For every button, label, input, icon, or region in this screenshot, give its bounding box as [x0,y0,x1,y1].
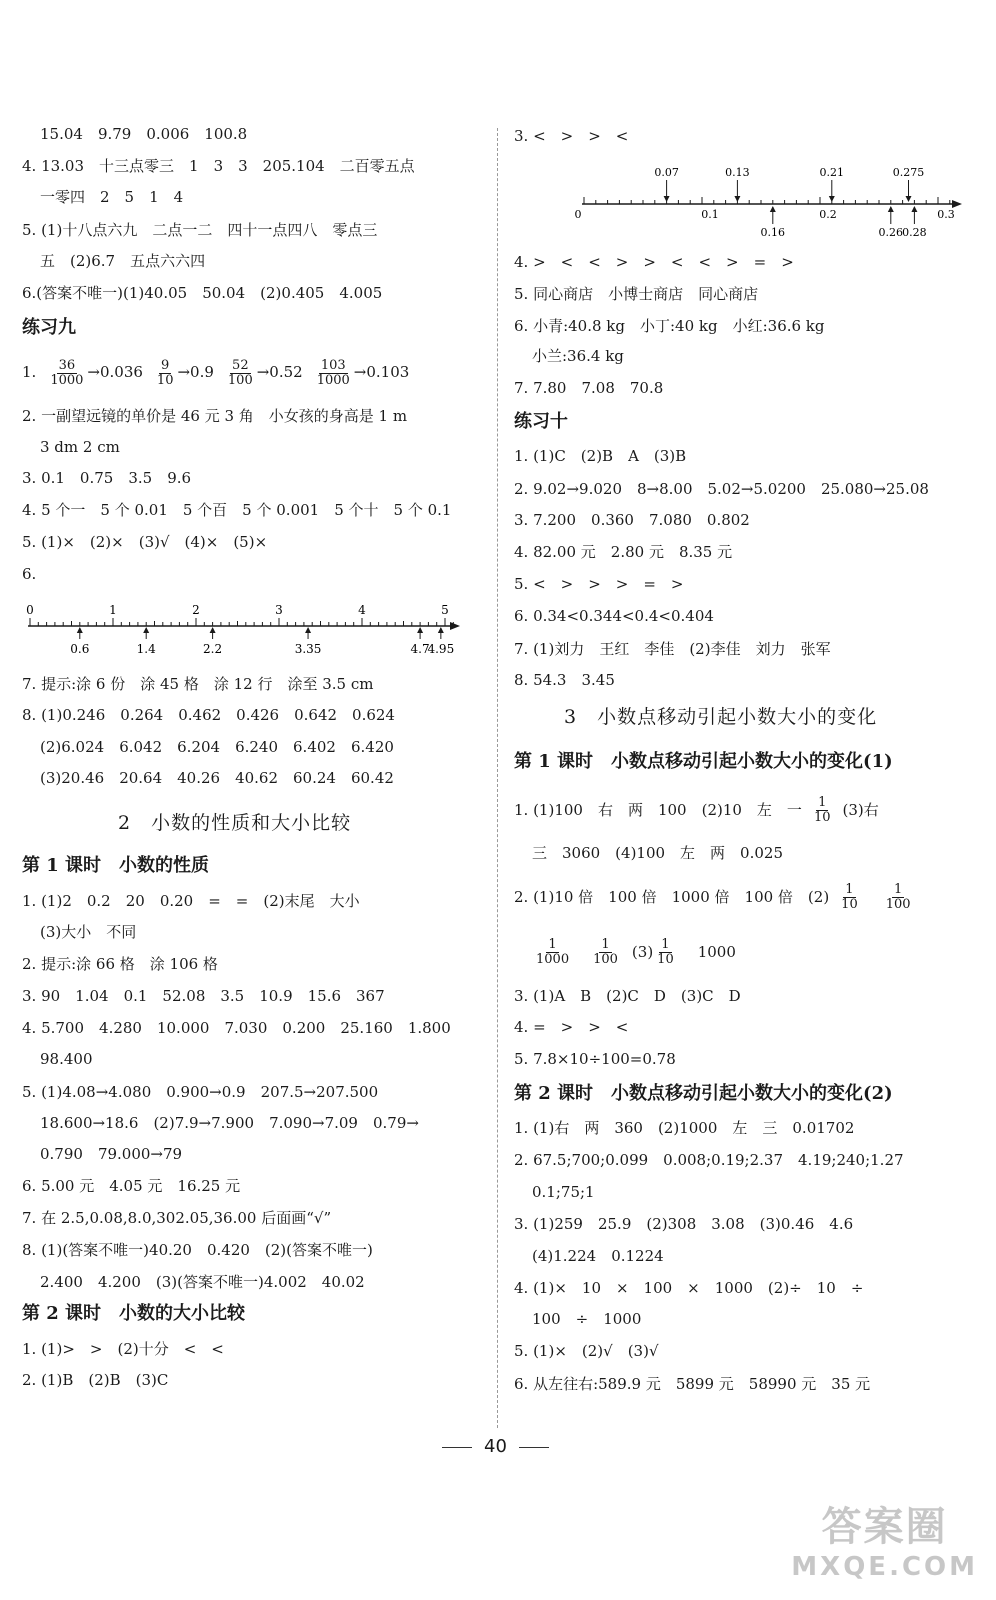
answer-line: 4. = > > < [514,1018,629,1036]
answer-text: 2. (1)10 倍 100 倍 1000 倍 100 倍 (2) [514,888,830,906]
answer-line: 1. (1)2 0.2 20 0.20 = = (2)末尾 大小 [22,892,360,910]
answer-line: 4. (1)× 10 × 100 × 1000 (2)÷ 10 ÷ [514,1279,864,1297]
point-label: 0.07 [654,166,679,179]
answer-line: 4. 13.03 十三点零三 1 3 3 205.104 二百零五点 [22,157,415,175]
answer-line: 8. (1)0.246 0.264 0.462 0.426 0.642 0.624 [22,706,395,724]
lesson-heading: 第 1 课时 小数点移动引起小数大小的变化(1) [514,751,893,772]
answer-line: 100 ÷ 1000 [532,1310,642,1328]
answer-line: (2)6.024 6.042 6.204 6.240 6.402 6.420 [40,738,394,756]
fraction: $\frac{1}{100}$ [885,881,911,912]
fraction: $\frac{1}{10}$ [813,794,831,825]
column-divider [497,128,498,1428]
item-number: 1. [22,363,37,381]
fraction-item: $\frac{36}{1000}$ →0.036 [50,357,143,388]
lesson-heading: 第 1 课时 小数的性质 [22,855,210,876]
lesson-heading: 第 2 课时 小数的大小比较 [22,1303,246,1324]
fraction: $\frac{1}{1000}$ [536,936,570,967]
answer-line: 6. 从左往右:589.9 元 5899 元 58990 元 35 元 [514,1375,871,1393]
number-line-0-to-5 [22,596,472,660]
answer-line: (3)20.46 20.64 40.26 40.62 60.24 60.42 [40,769,394,787]
fraction: $\frac{1}{100}$ [593,936,618,967]
answer-text: 1000 [697,943,736,961]
answer-line: 8. 54.3 3.45 [514,671,615,689]
point-label: 2.2 [203,642,223,656]
tick-label: 2 [192,603,200,617]
answer-line: 2.400 4.200 (3)(答案不唯一)4.002 40.02 [40,1273,365,1291]
fraction-row [22,352,409,392]
fraction-item: $\frac{103}{1000}$ →0.103 [316,357,410,388]
arrow-up-icon [210,627,216,633]
answer-line: 5. 7.8×10÷100=0.78 [514,1050,676,1068]
tick-label: 0.2 [819,208,837,221]
answer-line: 5. 同心商店 小博士商店 同心商店 [514,285,759,303]
answer-line: 2. (1)B (2)B (3)C [22,1371,169,1389]
arrow-down-icon [906,196,912,202]
answer-line: 15.04 9.79 0.006 100.8 [40,125,248,143]
section-heading: 练习十 [514,411,568,432]
chapter-title: 2 小数的性质和大小比较 [118,812,352,834]
answer-line: 4. 5.700 4.280 10.000 7.030 0.200 25.160 1.800 [22,1019,451,1037]
arrow-head-icon [952,200,962,208]
arrow-up-icon [888,206,894,212]
answer-line: 6. 小青:40.8 kg 小丁:40 kg 小红:36.6 kg [514,317,825,335]
answer-line-with-fraction [532,932,736,972]
answer-line: 1. (1)右 两 360 (2)1000 左 三 0.01702 [514,1119,855,1137]
answer-line: 1. (1)> > (2)十分 < < [22,1340,224,1358]
point-label: 0.275 [892,166,925,179]
answer-line: 0.790 79.000→79 [40,1145,183,1163]
tick-label: 3 [275,603,283,617]
answer-line: 7. 提示:涂 6 份 涂 45 格 涂 12 行 涂至 3.5 cm [22,675,374,693]
answer-line: 2. 9.02→9.020 8→8.00 5.02→5.0200 25.080→25.08 [514,480,929,498]
answer-line: 3. (1)A B (2)C D (3)C D [514,987,741,1005]
point-label: 3.35 [294,642,322,656]
arrow-up-icon [911,206,917,212]
arrow-up-icon [77,627,83,633]
answer-line: 3. 90 1.04 0.1 52.08 3.5 10.9 15.6 367 [22,987,385,1005]
answer-line: 小兰:36.4 kg [532,347,624,365]
tick-label: 0.1 [701,208,719,221]
answer-text: 1. (1)100 右 两 100 (2)10 左 一 [514,801,802,819]
point-label: 0.16 [760,226,786,239]
tick-label: 4 [358,603,366,617]
answer-line: 3 dm 2 cm [40,438,120,456]
answer-line: 5. (1)× (2)√ (3)√ [514,1342,659,1360]
watermark-url: MXQE.COM [791,1552,978,1582]
answer-line: 一零四 2 5 1 4 [40,188,184,206]
answer-line: 4. > < < > > < < > = > [514,253,794,271]
answer-line: 6. 5.00 元 4.05 元 16.25 元 [22,1177,241,1195]
arrow-down-icon [734,196,740,202]
answer-line-with-fraction [514,790,879,830]
tick-label: 5 [441,603,449,617]
tick-label: 0 [26,603,34,617]
watermark-logo [791,1495,978,1582]
answer-line: 3. < > > < [514,127,629,145]
answer-line: 0.1;75;1 [532,1183,595,1201]
answer-line: 7. (1)刘力 王红 李佳 (2)李佳 刘力 张军 [514,640,831,658]
fraction: $\frac{1}{10}$ [657,936,674,967]
arrow-up-icon [770,206,776,212]
answer-line: (4)1.224 0.1224 [532,1247,664,1265]
point-label: 0.21 [819,166,845,179]
answer-line: 6.(答案不唯一)(1)40.05 50.04 (2)0.405 4.005 [22,284,383,302]
answer-line: 5. < > > > = > [514,575,684,593]
answer-line: 7. 在 2.5,0.08,8.0,302.05,36.00 后面画“√” [22,1209,332,1227]
answer-line: 3. 7.200 0.360 7.080 0.802 [514,511,750,529]
answer-line: 8. (1)(答案不唯一)40.20 0.420 (2)(答案不唯一) [22,1241,373,1259]
answer-line: 6. [22,565,37,583]
point-label: 0.28 [902,226,927,239]
answer-line: (3)大小 不同 [40,923,137,941]
arrow-head-icon [450,622,460,630]
answer-line: 五 (2)6.7 五点六六四 [40,252,206,270]
arrow-up-icon [438,627,444,633]
answer-line: 5. (1)十八点六九 二点一二 四十一点四八 零点三 [22,221,378,239]
tick-label: 0 [574,208,582,221]
answer-line: 5. (1)× (2)× (3)√ (4)× (5)× [22,533,268,551]
page-number: 40 [430,1436,561,1457]
lesson-heading: 第 2 课时 小数点移动引起小数大小的变化(2) [514,1083,893,1104]
answer-line: 18.600→18.6 (2)7.9→7.900 7.090→7.09 0.79→ [40,1114,419,1132]
number-line-0-to-0.3 [574,162,974,244]
point-label: 0.6 [70,642,90,656]
answer-line: 5. (1)4.08→4.080 0.900→0.9 207.5→207.500 [22,1083,379,1101]
answer-line: 4. 5 个一 5 个 0.01 5 个百 5 个 0.001 5 个十 5 个 0.1 [22,501,452,519]
tick-label: 0.3 [937,208,955,221]
answer-line: 三 3060 (4)100 左 两 0.025 [532,844,783,862]
answer-line: 4. 82.00 元 2.80 元 8.35 元 [514,543,733,561]
arrow-down-icon [664,196,670,202]
answer-line: 7. 7.80 7.08 70.8 [514,379,664,397]
tick-label: 1 [109,603,117,617]
answer-line: 98.400 [40,1050,93,1068]
arrow-down-icon [829,196,835,202]
point-label: 4.7 [410,642,430,656]
answer-line: 3. (1)259 25.9 (2)308 3.08 (3)0.46 4.6 [514,1215,854,1233]
answer-text: (3) [631,943,654,961]
answer-line: 1. (1)C (2)B A (3)B [514,447,687,465]
arrow-up-icon [143,627,149,633]
answer-line: 2. 提示:涂 66 格 涂 106 格 [22,955,218,973]
arrow-up-icon [305,627,311,633]
point-label: 0.26 [878,226,904,239]
chapter-title: 3 小数点移动引起小数大小的变化 [564,706,878,728]
fraction-item: $\frac{9}{10}$ →0.9 [156,357,214,388]
point-label: 1.4 [136,642,156,656]
answer-line: 2. 67.5;700;0.099 0.008;0.19;2.37 4.19;240;1.27 [514,1151,904,1169]
point-label: 4.95 [427,642,455,656]
fraction: $\frac{1}{10}$ [841,881,858,912]
section-heading: 练习九 [22,317,76,338]
answer-text: (3)右 [842,801,879,819]
answer-line-with-fraction [514,877,915,917]
answer-line: 3. 0.1 0.75 3.5 9.6 [22,469,192,487]
arrow-up-icon [417,627,423,633]
point-label: 0.13 [725,166,750,179]
fraction-item: $\frac{52}{100}$ →0.52 [227,357,303,388]
answer-line: 2. 一副望远镜的单价是 46 元 3 角 小女孩的身高是 1 m [22,407,408,425]
answer-line: 6. 0.34<0.344<0.4<0.404 [514,607,714,625]
watermark-text: 答案圈 [821,1504,948,1550]
